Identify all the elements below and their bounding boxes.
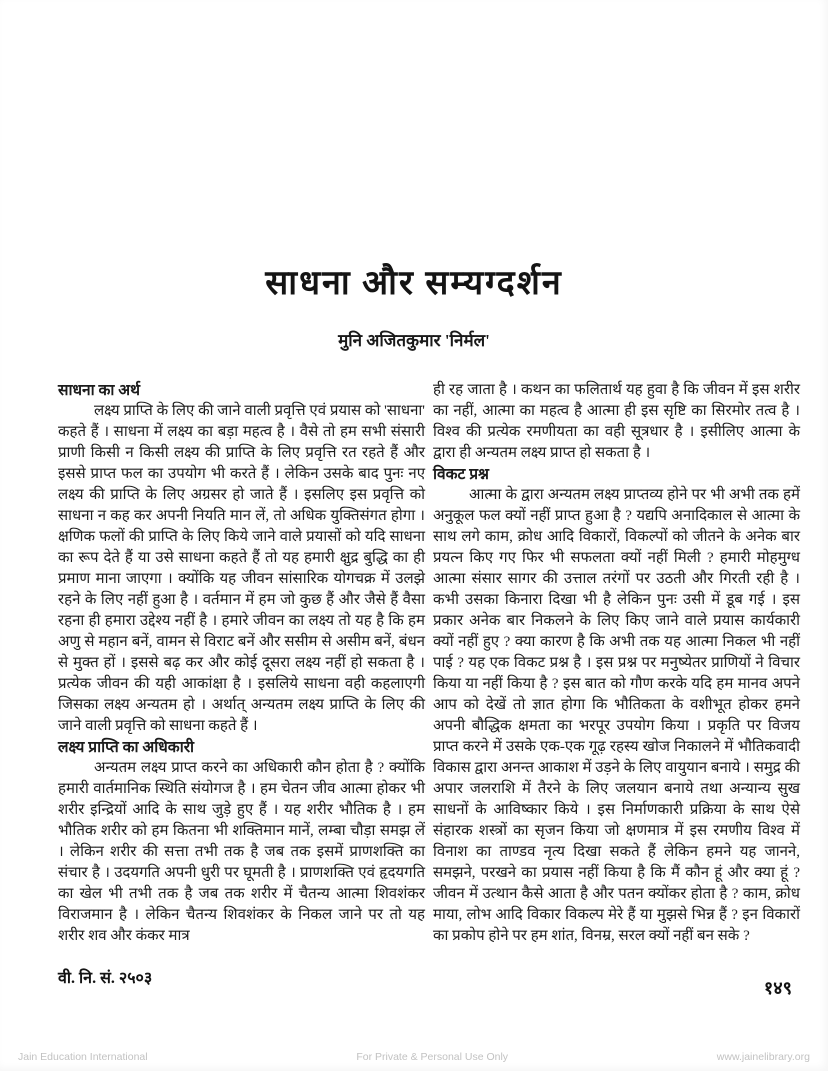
page-number: १४९ [763,978,792,998]
footer-center-text: For Private & Personal Use Only [356,1051,509,1063]
section-heading: साधना का अर्थ [58,382,141,399]
footer-right-text: www.jainelibrary.org [716,1051,810,1063]
body-paragraph: लक्ष्य प्राप्ति के लिए की जाने वाली प्रवृत्ति एवं प्रयास को 'साधना' कहते हैं । साधना में लक्ष्य का बड़ा महत्व है । वैसे तो हम सभी संसारी प्राणी किसी न किसी लक्ष्य की प्राप्ति के लिए प्रवृत्ति रत रहते हैं और इससे प्राप्त फल का उपयोग भी करते हैं । लेकिन उसके बाद पुनः नए लक्ष्य की प्राप्ति के लिए अग्रसर हो जाते हैं । इसलिए इस प्रवृत्ति को साधना न कह कर अपनी नियति मान लें, तो अधिक युक्तिसंगत होगा । क्षणिक फलों की प्राप्ति के लिए किये जाने वाले प्रयासों को यदि साधना का रूप देते हैं या उसे साधना कहते हैं तो यह हमारी क्षुद्र बुद्धि का ही प्रमाण माना जाएगा । क्योंकि यह जीवन सांसारिक योगचक्र में उलझे रहने के लिए नहीं हुआ है । वर्तमान में हम जो कुछ हैं और जैसे हैं वैसा रहना ही हमारा उद्देश्य नहीं है । हमारे जीवन का लक्ष्य तो यह है कि हम अणु से महान बनें, वामन से विराट बनें और ससीम से असीम बनें, बंधन से मुक्त हों । इससे बढ़ कर और कोई दूसरा लक्ष्य नहीं हो सकता है । प्रत्येक जीवन की यही आकांक्षा है । इसलिये साधना वही कहलाएगी जिसका लक्ष्य अन्यतम हो । अर्थात् अन्यतम लक्ष्य प्राप्ति के लिए की जाने वाली प्रवृत्ति को साधना कहते हैं । [58,403,425,734]
section-heading: विकट प्रश्न [433,466,490,483]
author-line: मुनि अजितकुमार 'निर्मल' [338,331,490,350]
page-title: साधना और सम्यग्दर्शन [265,265,563,302]
body-paragraph: अन्यतम लक्ष्य प्राप्त करने का अधिकारी कौन होता है ? क्योंकि हमारी वार्तमानिक स्थिति संयोगज है । हम चेतन जीव आत्मा होकर भी शरीर इन्द्रियों आदि के साथ जुड़े हुए हैं । यह शरीर भौतिक है । हम भौतिक शरीर को हम कितना भी शक्तिमान मानें, लम्बा चौड़ा समझ लें । लेकिन शरीर की सत्ता तभी तक है जब तक इसमें प्राणशक्ति का संचार है । उदयगति अपनी धुरी पर घूमती है । प्राणशक्ति एवं हृदयगति का खेल भी तभी तक है जब तक शरीर में चैतन्य आत्मा शिवशंकर विराजमान है । लेकिन चैतन्य शिवशंकर के निकल जाने पर तो यह शरीर शव और कंकर मात्र [58,760,425,944]
two-column-body [58,380,800,947]
right-column [433,380,800,947]
journal-issue-label: वी. नि. सं. २५०३ [58,970,153,987]
footer-left-text: Jain Education International [18,1051,148,1063]
scan-footer-bar [0,1051,828,1063]
body-paragraph: ही रह जाता है । कथन का फलितार्थ यह हुवा है कि जीवन में इस शरीर का नहीं, आत्मा का महत्व है आत्मा ही इस सृष्टि का सिरमोर तत्व है । विश्व की प्रत्येक रमणीयता का वही सूत्रधार है । इसीलिए आत्मा के द्वारा ही अन्यतम लक्ष्य प्राप्त हो सकता है । [433,382,800,461]
body-paragraph: आत्मा के द्वारा अन्यतम लक्ष्य प्राप्तव्य होने पर भी अभी तक हमें अनुकूल फल क्यों नहीं प्राप्त हुआ है ? यद्यपि अनादिकाल से आत्मा के साथ लगे काम, क्रोध आदि विकारों, विकल्पों को जीतने के अनेक बार प्रयत्न किए गए फिर भी सफलता क्यों नहीं मिली ? हमारी मोहमुग्ध आत्मा संसार सागर की उत्ताल तरंगों पर उठती और गिरती रही है । कभी उसका किनारा दिखा भी है लेकिन पुनः उसी में डूब गई । इस प्रकार अनेक बार निकलने के लिए किए जाने वाले प्रयास कार्यकारी क्यों नहीं हुए ? क्या कारण है कि अभी तक यह आत्मा निकल भी नहीं पाई ? यह एक विकट प्रश्न है । इस प्रश्न पर मनुष्येतर प्राणियों ने विचार किया या नहीं किया है ? इस बात को गौण करके यदि हम मानव अपने आप को देखें तो ज्ञात होगा कि भौतिकता के वशीभूत होकर हमने अपनी बौद्धिक क्षमता का भरपूर उपयोग किया । प्रकृति पर विजय प्राप्त करने में उसके एक-एक गूढ़ रहस्य खोज निकालने में भौतिकवादी विकास द्वारा अनन्त आकाश में उड़ने के लिए वायुयान बनाये । समुद्र की अपार जलराशि में तैरने के लिए जलयान बनाये तथा अन्यान्य सुख साधनों के आविष्कार किये । इस निर्माणकारी प्रक्रिया के साथ ऐसे संहारक शस्त्रों का सृजन किया जो क्षणमात्र में इस रमणीय विश्व में विनाश का ताण्डव नृत्य दिखा सकते हैं लेकिन हमने यह जानने, समझने, परखने का प्रयास नहीं किया है कि मैं कौन हूं और क्या हूं ? जीवन में उत्थान कैसे आता है और पतन क्योंकर होता है ? काम, क्रोध माया, लोभ आदि विकार विकल्प मेरे हैं या मुझसे भिन्न हैं ? इन विकारों का प्रकोप होने पर हम शांत, विनम्र, सरल क्यों नहीं बन सके ? [433,487,800,944]
section-heading: लक्ष्य प्राप्ति का अधिकारी [58,739,195,756]
left-column [58,380,425,947]
